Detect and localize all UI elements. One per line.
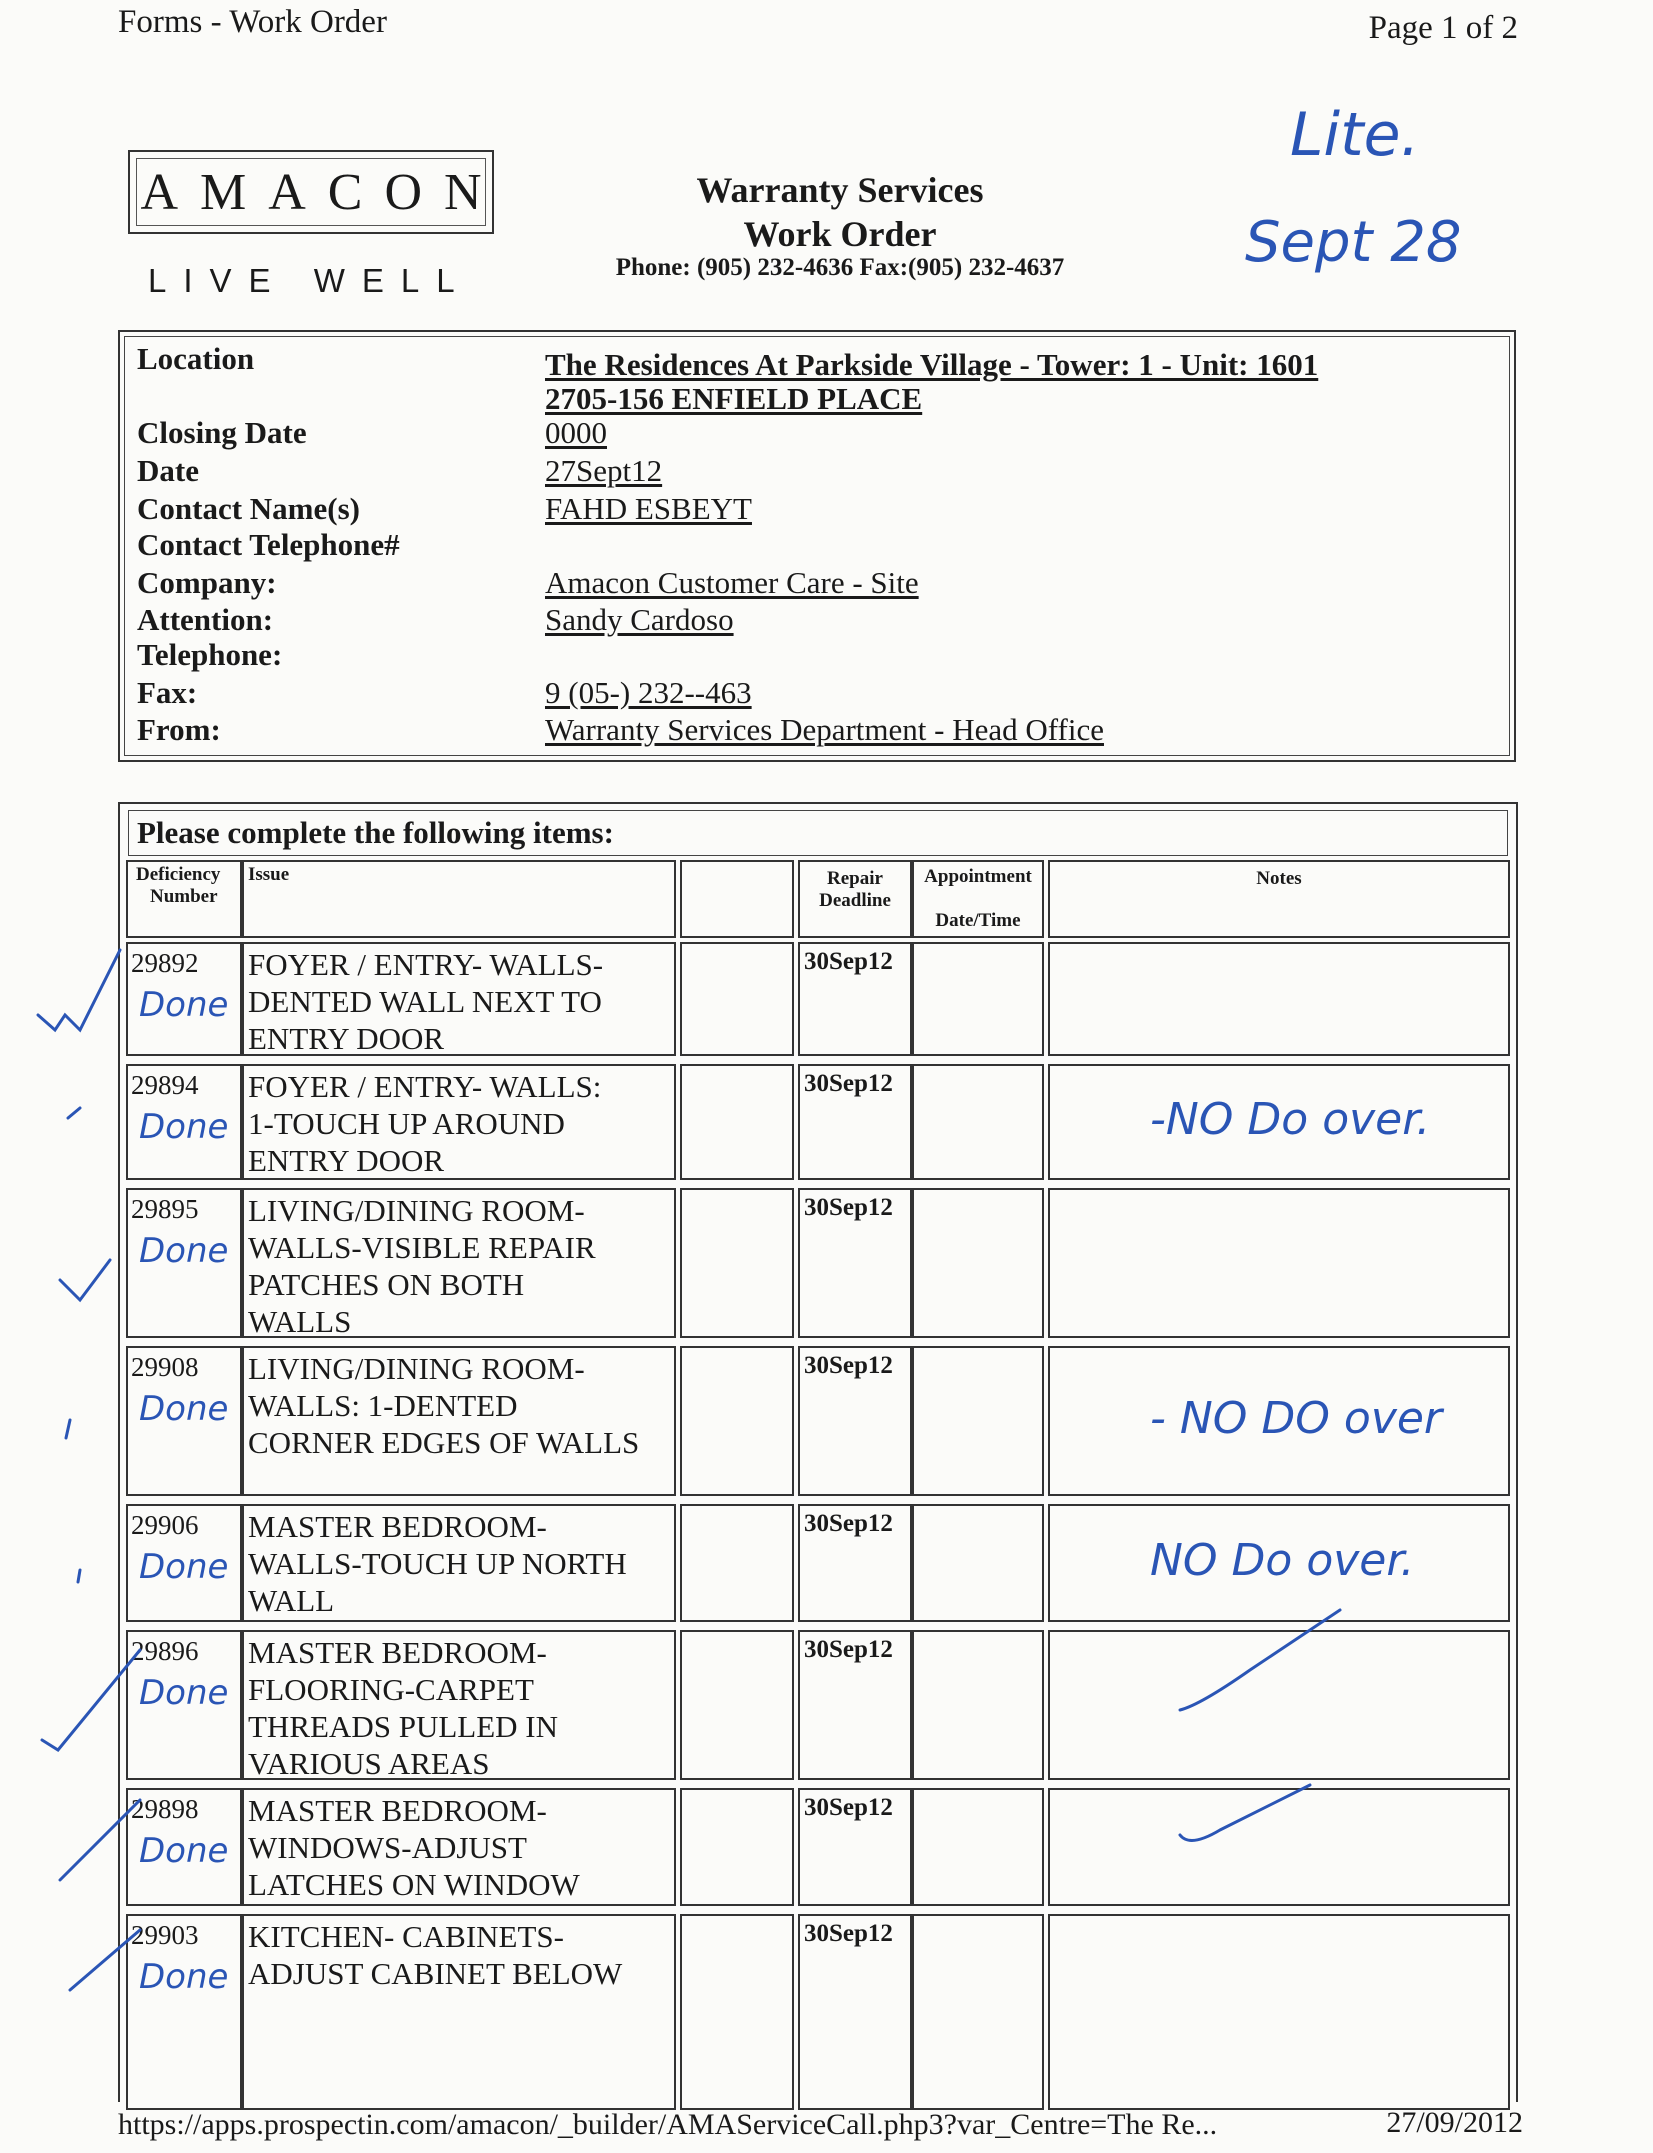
- issue-line: WINDOWS-ADJUST: [248, 1830, 527, 1865]
- work-order-info-panel: [118, 330, 1516, 762]
- appointment-cell: [912, 1346, 1044, 1496]
- tick-mark-icon: [78, 1570, 80, 1582]
- issue-line: LIVING/DINING ROOM-: [248, 1351, 585, 1386]
- company-label: Company:: [137, 565, 277, 600]
- repair-deadline-cell: 30Sep12: [798, 1064, 912, 1180]
- company-value: Amacon Customer Care - Site: [545, 565, 919, 600]
- deficiency-number: 29896: [131, 1636, 199, 1666]
- notes-cell: [1048, 1188, 1510, 1338]
- document-title: [560, 168, 1120, 256]
- attention-label: Attention:: [137, 602, 274, 637]
- handwritten-done-mark: Done: [139, 1957, 229, 1997]
- issue-cell: [242, 1346, 676, 1496]
- repair-deadline-cell: 30Sep12: [798, 1504, 912, 1622]
- issue-line: WALLS-TOUCH UP NORTH: [248, 1546, 627, 1581]
- deficiency-number: 29892: [131, 948, 199, 978]
- company-logo: [128, 150, 504, 234]
- blank-cell: [680, 1064, 794, 1180]
- location-value: The Residences At Parkside Village - Tower: 1 - Unit: 1601: [545, 347, 1319, 382]
- appointment-cell: [912, 1064, 1044, 1180]
- appointment-cell: [912, 1788, 1044, 1906]
- notes-cell: [1048, 1914, 1510, 2110]
- issue-line: WALLS-VISIBLE REPAIR: [248, 1230, 596, 1265]
- issue-line: PATCHES ON BOTH: [248, 1267, 525, 1302]
- fax-label: Fax:: [137, 675, 198, 710]
- issue-line: FOYER / ENTRY- WALLS:: [248, 1069, 602, 1104]
- issue-line: 1-TOUCH UP AROUND: [248, 1106, 565, 1141]
- issue-line: ENTRY DOOR: [248, 1143, 445, 1178]
- footer-url: https://apps.prospectin.com/amacon/_builder/AMAServiceCall.php3?var_Centre=The Re...: [118, 2108, 1218, 2141]
- blank-cell: [680, 1630, 794, 1780]
- from-label: From:: [137, 712, 221, 747]
- repair-deadline-cell: 30Sep12: [798, 1346, 912, 1496]
- blank-cell: [680, 942, 794, 1056]
- appointment-cell: [912, 942, 1044, 1056]
- issue-line: KITCHEN- CABINETS-: [248, 1919, 564, 1954]
- issue-line: MASTER BEDROOM-: [248, 1793, 547, 1828]
- issue-line: FLOORING-CARPET: [248, 1672, 534, 1707]
- deficiency-number: 29894: [131, 1070, 199, 1100]
- repair-deadline-cell: 30Sep12: [798, 1914, 912, 2110]
- issue-cell: [242, 1630, 676, 1780]
- logo-tagline: LIVE WELL: [148, 262, 472, 299]
- margin-check-marks: [0, 880, 260, 2080]
- issue-cell: [242, 942, 676, 1056]
- handwritten-done-mark: Done: [139, 1831, 229, 1871]
- handwritten-date: Sept 28: [1245, 210, 1462, 275]
- blank-cell: [680, 1788, 794, 1906]
- issue-line: CORNER EDGES OF WALLS: [248, 1425, 640, 1460]
- closing-date-label: Closing Date: [137, 415, 307, 450]
- issue-line: WALL: [248, 1583, 335, 1618]
- appointment-cell: [912, 1914, 1044, 2110]
- check-mark-icon: [70, 1930, 140, 1990]
- fax-value: 9 (05-) 232--463: [545, 675, 752, 710]
- title-line-2: Work Order: [743, 214, 937, 254]
- address-value: 2705-156 ENFIELD PLACE: [545, 381, 923, 416]
- issue-cell: [242, 1064, 676, 1180]
- issue-line: FOYER / ENTRY- WALLS-: [248, 947, 604, 982]
- contact-name-value: FAHD ESBEYT: [545, 491, 752, 526]
- check-mark-icon: [60, 1800, 140, 1880]
- column-header-appointment: Appointment Date/Time: [912, 860, 1044, 938]
- attention-value: Sandy Cardoso: [545, 602, 734, 637]
- deficiency-number: 29903: [131, 1920, 199, 1950]
- column-header-blank: [680, 860, 794, 938]
- date-label: Date: [137, 453, 199, 488]
- location-label: Location: [137, 341, 255, 376]
- issue-line: DENTED WALL NEXT TO: [248, 984, 602, 1019]
- repair-deadline-cell: 30Sep12: [798, 942, 912, 1056]
- issue-line: LATCHES ON WINDOW: [248, 1867, 580, 1902]
- handwritten-done-mark: Done: [139, 985, 229, 1025]
- tick-mark-icon: [68, 1108, 80, 1118]
- issue-line: WALLS: 1-DENTED: [248, 1388, 518, 1423]
- contact-phone-fax: Phone: (905) 232-4636 Fax:(905) 232-4637: [615, 254, 1065, 281]
- appointment-cell: [912, 1188, 1044, 1338]
- check-mark-icon: [38, 950, 120, 1030]
- handwritten-note: -NO Do over.: [1150, 1094, 1431, 1145]
- issue-cell: [242, 1188, 676, 1338]
- deficiency-number: 29898: [131, 1794, 199, 1824]
- handwritten-done-mark: Done: [139, 1389, 229, 1429]
- issue-line: THREADS PULLED IN: [248, 1709, 558, 1744]
- telephone-label: Telephone:: [137, 637, 283, 672]
- from-value: Warranty Services Department - Head Office: [545, 712, 1104, 747]
- issue-line: ENTRY DOOR: [248, 1021, 445, 1056]
- logo-text: AMACON: [136, 158, 486, 226]
- issue-line: WALLS: [248, 1304, 352, 1339]
- column-header-issue: Issue: [242, 860, 676, 938]
- issue-cell: [242, 1788, 676, 1906]
- handwritten-initial: Lite.: [1290, 100, 1420, 170]
- notes-cell: [1048, 1346, 1510, 1496]
- check-mark-icon: [42, 1650, 140, 1750]
- page-indicator: Page 1 of 2: [1368, 10, 1518, 46]
- handwritten-note: - NO DO over: [1150, 1393, 1443, 1444]
- table-title: Please complete the following items:: [128, 810, 1508, 856]
- appointment-cell: [912, 1630, 1044, 1780]
- deficiency-number: 29908: [131, 1352, 199, 1382]
- issue-line: VARIOUS AREAS: [248, 1746, 490, 1781]
- issue-cell: [242, 1504, 676, 1622]
- closing-date-value: 0000: [545, 415, 607, 450]
- issue-line: ADJUST CABINET BELOW: [248, 1956, 623, 1991]
- blank-cell: [680, 1504, 794, 1622]
- form-breadcrumb: Forms - Work Order: [118, 4, 387, 40]
- check-mark-icon: [1180, 1785, 1310, 1840]
- handwritten-done-mark: Done: [139, 1547, 229, 1587]
- blank-cell: [680, 1914, 794, 2110]
- date-value: 27Sept12: [545, 453, 663, 488]
- check-mark-icon: [60, 1260, 110, 1300]
- repair-deadline-cell: 30Sep12: [798, 1630, 912, 1780]
- handwritten-done-mark: Done: [139, 1673, 229, 1713]
- issue-line: MASTER BEDROOM-: [248, 1509, 547, 1544]
- notes-check-marks: [1160, 1580, 1420, 1880]
- column-header-notes: Notes: [1048, 860, 1510, 938]
- appointment-cell: [912, 1504, 1044, 1622]
- repair-deadline-cell: 30Sep12: [798, 1188, 912, 1338]
- tick-mark-icon: [66, 1420, 70, 1438]
- notes-cell: [1048, 942, 1510, 1056]
- column-header-repair-deadline: Repair Deadline: [798, 860, 912, 938]
- blank-cell: [680, 1346, 794, 1496]
- footer-date: 27/09/2012: [1386, 2106, 1523, 2139]
- check-mark-icon: [1180, 1610, 1340, 1710]
- repair-deadline-cell: 30Sep12: [798, 1788, 912, 1906]
- issue-line: MASTER BEDROOM-: [248, 1635, 547, 1670]
- deficiency-items-table: [118, 802, 1518, 2102]
- contact-name-label: Contact Name(s): [137, 491, 360, 526]
- blank-cell: [680, 1188, 794, 1338]
- issue-line: LIVING/DINING ROOM-: [248, 1193, 585, 1228]
- column-header-deficiency: Deficiency Number: [126, 860, 242, 938]
- deficiency-number: 29895: [131, 1194, 199, 1224]
- issue-cell: [242, 1914, 676, 2110]
- deficiency-number: 29906: [131, 1510, 199, 1540]
- handwritten-note: NO Do over.: [1150, 1535, 1415, 1586]
- handwritten-done-mark: Done: [139, 1107, 229, 1147]
- title-line-1: Warranty Services: [696, 170, 984, 210]
- handwritten-done-mark: Done: [139, 1231, 229, 1271]
- contact-telephone-label: Contact Telephone#: [137, 527, 400, 562]
- notes-cell: [1048, 1064, 1510, 1180]
